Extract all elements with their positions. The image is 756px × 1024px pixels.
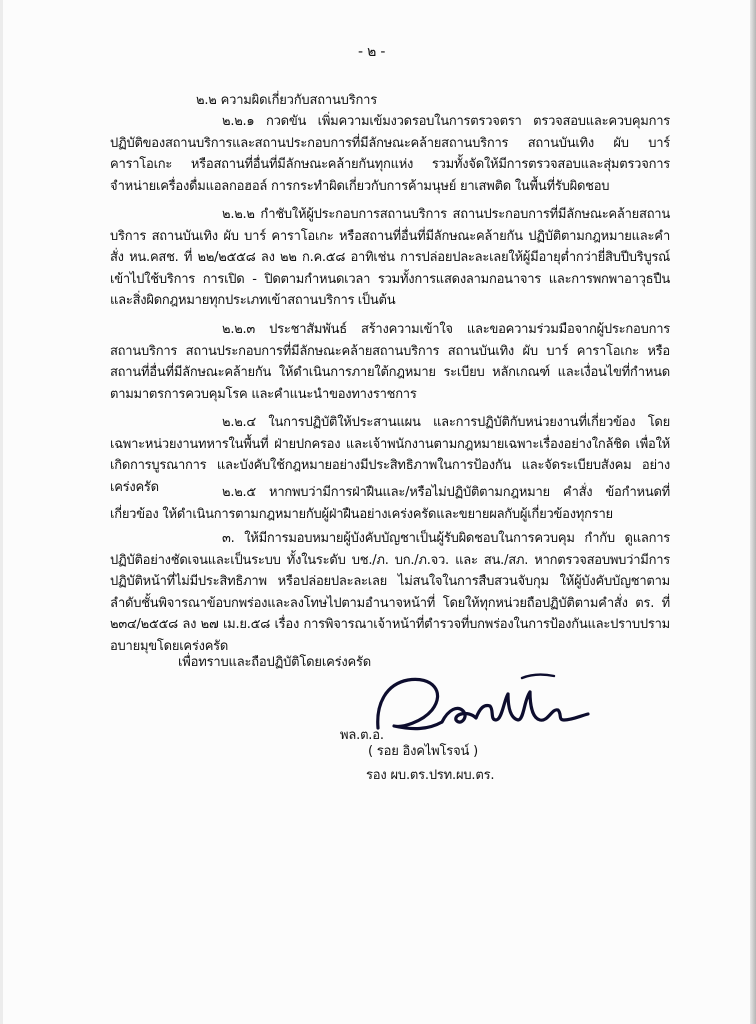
closing-line: เพื่อทราบและถือปฏิบัติโดยเคร่งครัด [178, 655, 372, 670]
paragraph-2-2-2: ๒.๒.๒ กำชับให้ผู้ประกอบการสถานบริการ สถานประกอบการที่มีลักษณะคล้ายสถานบริการ สถานบันเทิง ผับ บาร์ คาราโอเกะ หรือสถานที่อื่นที่มีลักษณะคล้ายกัน ปฏิบัติตามกฎหมายและคำสั่ง หน.คสช. ที่ ๒๒/๒๕๕๘ ลง ๒๒ ก.ค.๕๘ อาทิเช่น การปล่อยปละละเลยให้ผู้มีอายุต่ำกว่ายี่สิบปีบริบูรณ์เข้าไปใช้บริการ การเปิด - ปิดตามกำหนดเวลา รวมทั้งการแสดงลามกอนาจาร และการพกพาอาวุธปืนและสิ่งผิดกฎหมายทุกประเภทเข้าสถานบริการ เป็นต้น [110, 207, 670, 309]
signatory-rank: พล.ต.อ. [340, 728, 384, 743]
signatory-name: ( รอย อิงคไพโรจน์ ) [368, 744, 478, 759]
paragraph-2-2-3: ๒.๒.๓ ประชาสัมพันธ์ สร้างความเข้าใจ และขอความร่วมมือจากผู้ประกอบการสถานบริการ สถานประกอบการที่มีลักษณะคล้ายสถานบริการ สถานบันเทิง ผับ บาร์ คาราโอเกะ หรือสถานที่อื่นที่มีลักษณะคล้ายกัน ให้ดำเนินการภายใต้กฎหมาย ระเบียบ หลักเกณฑ์ และเงื่อนไขที่กำหนด ตามมาตรการควบคุมโรค และคำแนะนำของทางราชการ [110, 322, 670, 402]
paragraph-3: ๓. ให้มีการมอบหมายผู้บังคับบัญชาเป็นผู้รับผิดชอบในการควบคุม กำกับ ดูแลการปฏิบัติอย่างชัดเจนและเป็นระบบ ทั้งในระดับ บช./ภ. บก./ภ.จว. และ สน./สภ. หากตรวจสอบพบว่ามีการปฏิบัติหน้าที่ไม่มีประสิทธิภาพ หรือปล่อยปละละเลย ไม่สนใจในการสืบสวนจับกุม ให้ผู้บังคับบัญชาตามลำดับชั้นพิจารณาข้อบกพร่องและลงโทษไปตามอำนาจหน้าที่ โดยให้ทุกหน่วยถือปฏิบัติตามคำสั่ง ตร. ที่ ๒๓๔/๒๕๕๘ ลง ๒๗ เม.ย.๕๘ เรื่อง การพิจารณาเจ้าหน้าที่ตำรวจที่บกพร่องในการป้องกันและปราบปรามอบายมุขโดยเคร่งครัด [110, 531, 670, 654]
scan-edge-right [750, 0, 756, 1024]
paragraph-2-2-5: ๒.๒.๕ หากพบว่ามีการฝ่าฝืนและ/หรือไม่ปฏิบัติตามกฎหมาย คำสั่ง ข้อกำหนดที่เกี่ยวข้อง ให้ดำเนินการตามกฎหมายกับผู้ฝ่าฝืนอย่างเคร่งครัดและขยายผลกับผู้เกี่ยวข้องทุกราย [110, 485, 670, 522]
paragraph-2-2-4: ๒.๒.๔ ในการปฏิบัติให้ประสานแผน และการปฏิบัติกับหน่วยงานที่เกี่ยวข้อง โดยเฉพาะหน่วยงานทหารในพื้นที่ ฝ่ายปกครอง และเจ้าพนักงานตามกฎหมายเฉพาะเรื่องอย่างใกล้ชิด เพื่อให้เกิดการบูรณาการ และบังคับใช้กฎหมายอย่างมีประสิทธิภาพในการป้องกัน และจัดระเบียบสังคม อย่างเคร่งครัด [110, 415, 670, 495]
page-number: - ๒ - [358, 44, 386, 60]
handwritten-signature [372, 670, 594, 742]
section-heading: ๒.๒ ความผิดเกี่ยวกับสถานบริการ [196, 93, 378, 108]
signatory-position: รอง ผบ.ตร.ปรท.ผบ.ตร. [366, 768, 495, 783]
paragraph-2-2-1: ๒.๒.๑ กวดขัน เพิ่มความเข้มงวดรอบในการตรวจตรา ตรวจสอบและควบคุมการปฏิบัติของสถานบริการและสถานประกอบการที่มีลักษณะคล้ายสถานบริการ สถานบันเทิง ผับ บาร์ คาราโอเกะ หรือสถานที่อื่นที่มีลักษณะคล้ายกันทุกแห่ง รวมทั้งจัดให้มีการตรวจสอบและสุ่มตรวจการจำหน่ายเครื่องดื่มแอลกอฮอล์ การกระทำผิดเกี่ยวกับการค้ามนุษย์ ยาเสพติด ในพื้นที่รับผิดชอบ [110, 114, 670, 194]
scan-edge-left [0, 0, 3, 1024]
